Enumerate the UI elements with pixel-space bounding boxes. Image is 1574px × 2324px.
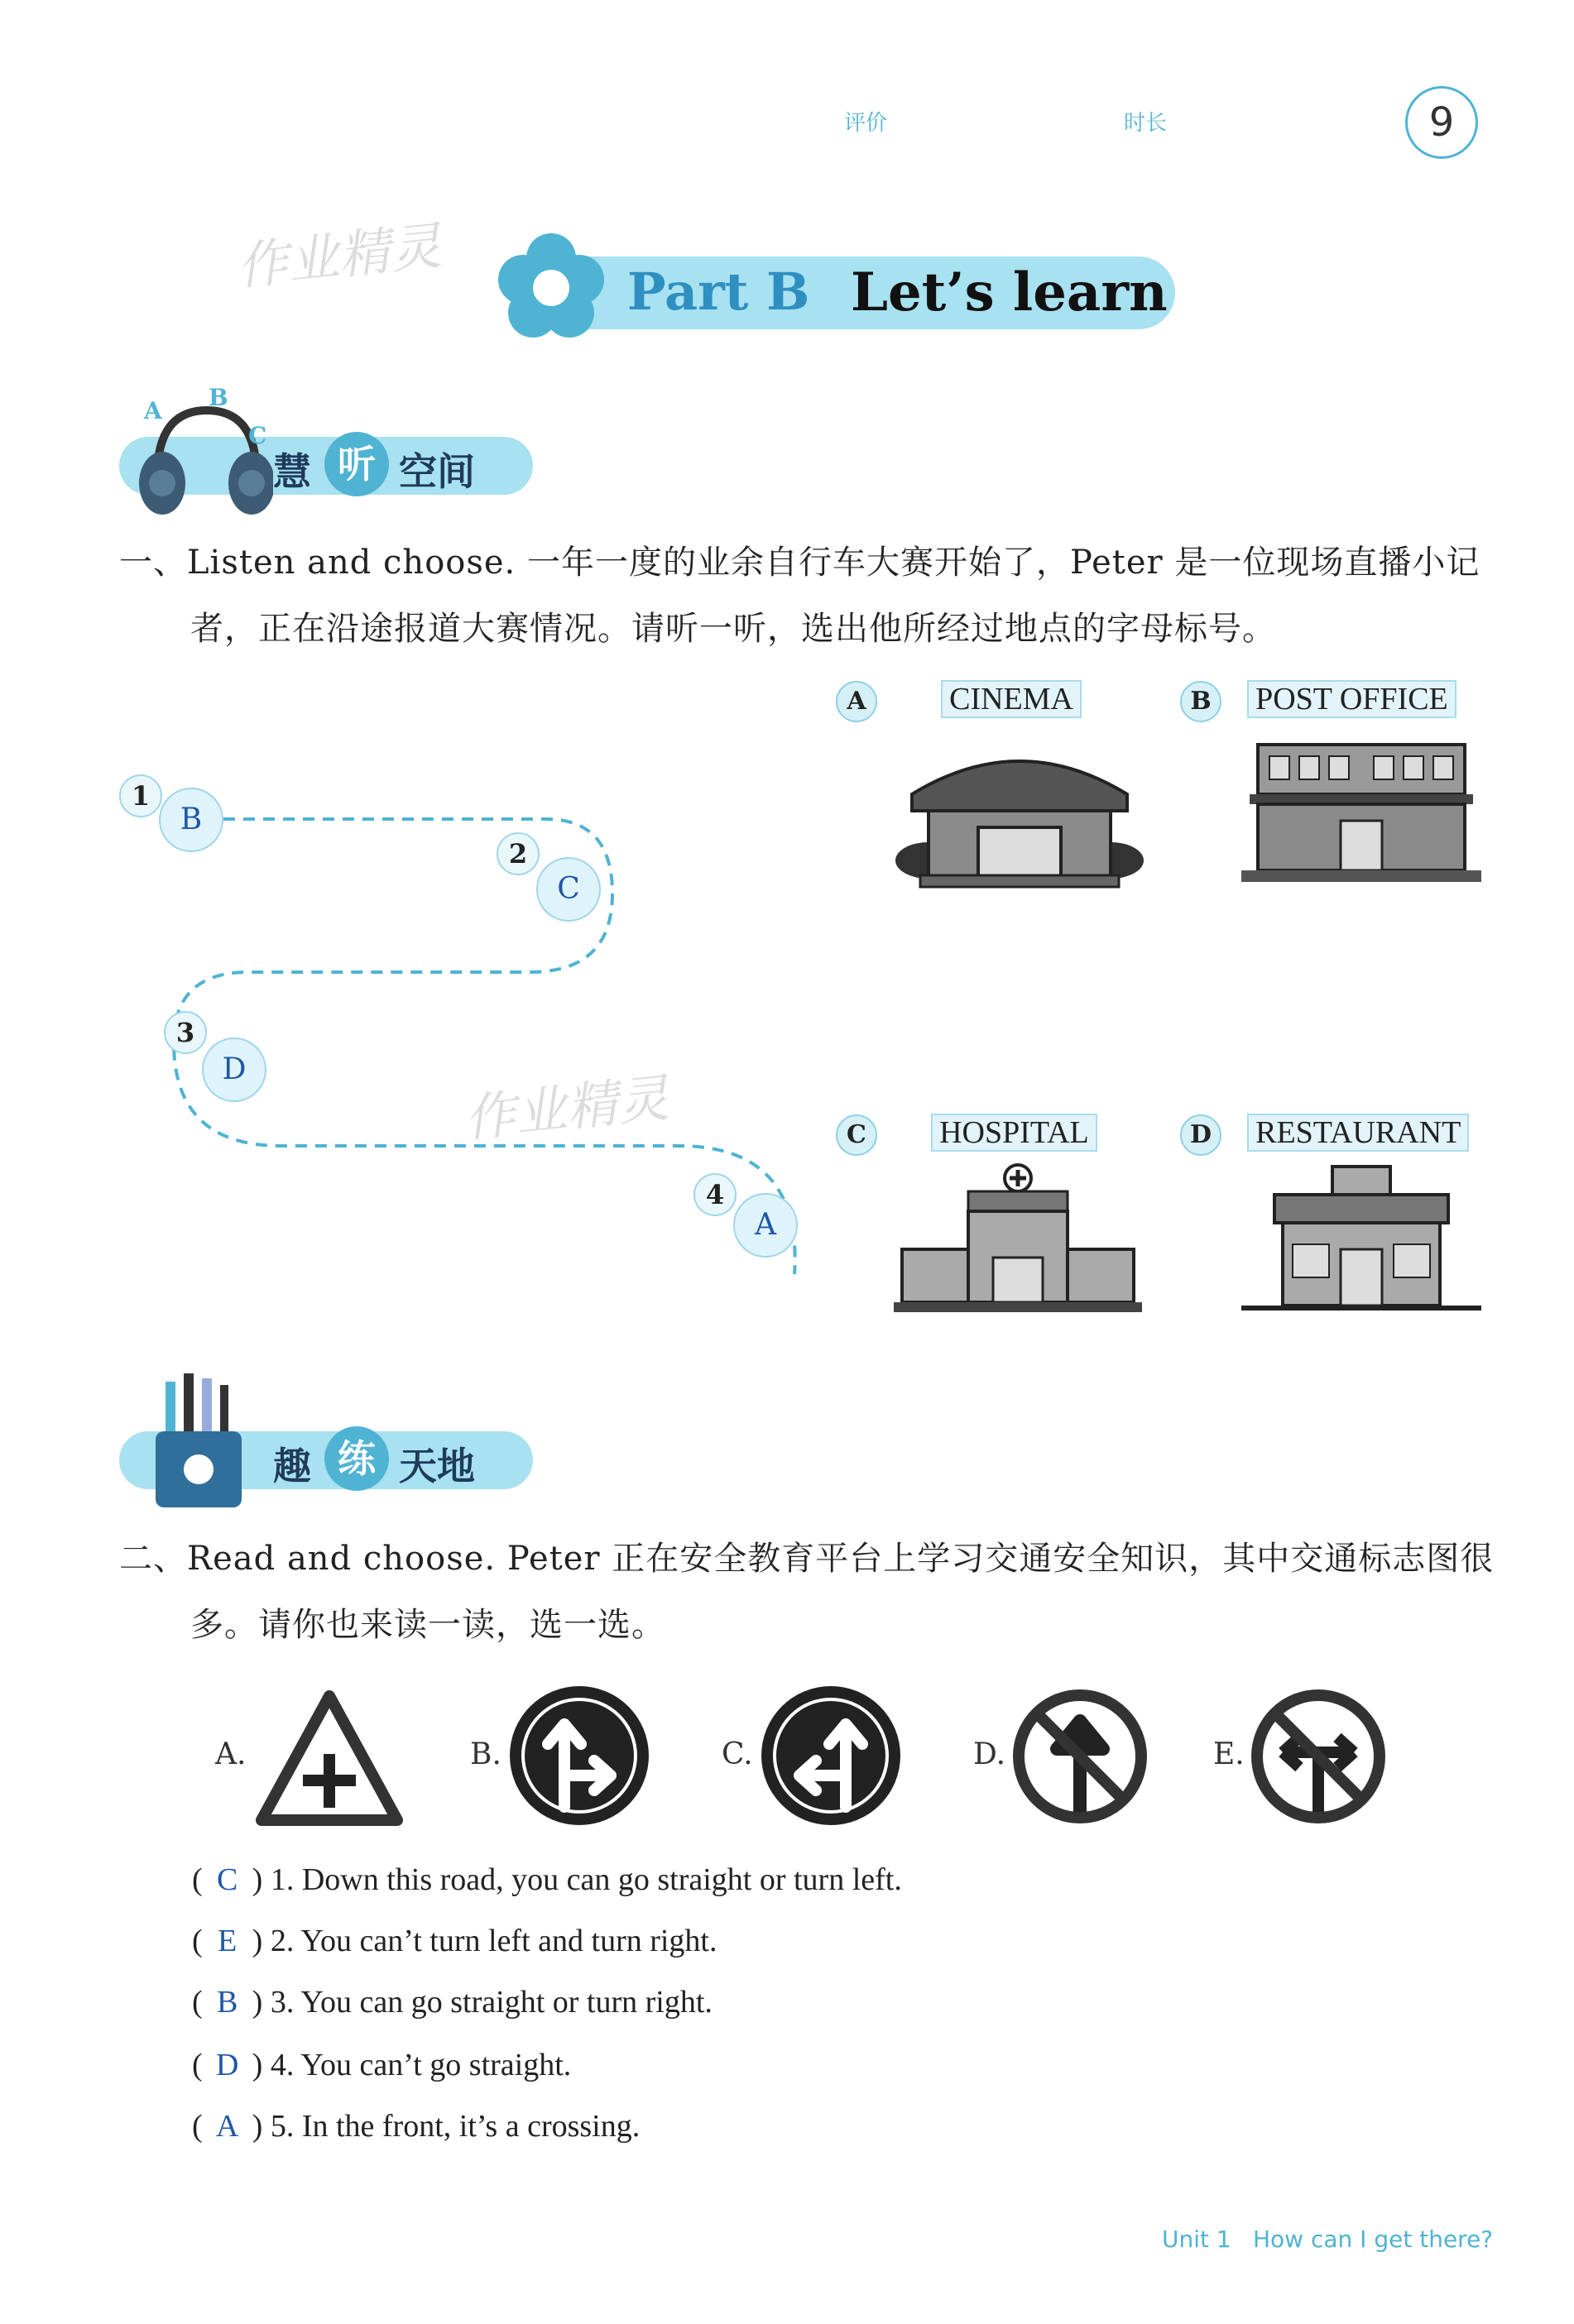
- crossing-warning-sign-icon: [253, 1688, 405, 1828]
- banner-part: Part B: [627, 261, 810, 322]
- place-b-name: POST OFFICE: [1247, 680, 1456, 718]
- post-office-building-icon: [1241, 728, 1481, 894]
- route-answer-4[interactable]: A: [733, 1193, 798, 1258]
- q2-line1: 二、Read and choose. Peter 正在安全教育平台上学习交通安全知识，其中交通标志图很: [119, 1540, 1495, 1578]
- q2-item-2: [192, 1916, 717, 1966]
- route-num-3: 3: [164, 1011, 207, 1054]
- q2-item-5-open: (: [192, 2109, 203, 2144]
- place-c-name: HOSPITAL: [931, 1114, 1097, 1152]
- footer-title: How can I get there?: [1253, 2226, 1494, 2253]
- place-d-name: RESTAURANT: [1247, 1114, 1469, 1152]
- badge-char-1: 慧: [273, 449, 311, 494]
- place-d: [1180, 1112, 1469, 1156]
- sign-e-letter: E.: [1213, 1737, 1245, 1771]
- q2-item-5-text: 5. In the front, it’s a crossing.: [270, 2109, 641, 2144]
- q2-item-1: [192, 1855, 902, 1905]
- straight-or-left-sign-icon: [758, 1683, 904, 1828]
- straight-or-right-sign-icon: [506, 1683, 652, 1828]
- place-b: [1180, 678, 1456, 722]
- sign-b-letter: B.: [470, 1737, 501, 1771]
- route-answer-3[interactable]: D: [202, 1037, 266, 1102]
- q2-item-4-text: 4. You can’t go straight.: [270, 2048, 572, 2082]
- watermark: 作业精灵: [233, 215, 444, 297]
- q2-item-2-open: (: [192, 1924, 203, 1958]
- badge2-char-1: 趣: [273, 1444, 311, 1488]
- q2-item-3-close: ): [252, 1985, 263, 2020]
- cinema-building-icon: [887, 736, 1152, 894]
- restaurant-building-icon: [1241, 1158, 1481, 1324]
- q2-item-4-open: (: [192, 2048, 203, 2082]
- place-a-name: CINEMA: [941, 680, 1082, 718]
- q2-item-1-text: 1. Down this road, you can go straight or turn left.: [270, 1862, 902, 1897]
- q2-item-4: [192, 2040, 571, 2090]
- rating-label: 评价: [844, 111, 888, 136]
- q1-line2: 者，正在沿途报道大赛情况。请听一听，选出他所经过地点的字母标号。: [190, 610, 1276, 648]
- q2-item-3-answer[interactable]: B: [216, 1985, 238, 2020]
- footer-unit: Unit 1: [1162, 2226, 1231, 2253]
- hospital-building-icon: [894, 1158, 1142, 1315]
- place-c: [836, 1112, 1097, 1156]
- badge-letter-a: A: [144, 397, 162, 424]
- q2-item-2-close: ): [252, 1924, 263, 1958]
- q2-item-3-text: 3. You can go straight or turn right.: [270, 1985, 713, 2020]
- no-left-right-turn-sign-icon: [1250, 1688, 1387, 1825]
- q2-item-3: [192, 1977, 713, 2027]
- page-number: 9: [1405, 86, 1478, 159]
- banner-title: Let’s learn: [851, 261, 1168, 323]
- q2-item-1-open: (: [192, 1862, 203, 1897]
- flower-icon: [493, 228, 609, 344]
- q2-item-1-answer[interactable]: C: [216, 1862, 238, 1897]
- route-answer-2[interactable]: C: [536, 857, 601, 922]
- badge2-char-2: 练: [324, 1426, 389, 1491]
- place-a-letter: A: [836, 681, 877, 722]
- q1-line1: 一、Listen and choose. 一年一度的业余自行车大赛开始了，Peter 是一位现场直播小记: [119, 544, 1480, 582]
- q2-item-3-open: (: [192, 1985, 203, 2020]
- no-straight-sign-icon: [1011, 1688, 1149, 1825]
- sign-a-letter: A.: [215, 1737, 247, 1771]
- watermark-center: 作业精灵: [461, 1067, 672, 1149]
- badge-char-2: 听: [324, 432, 389, 496]
- badge2-char-3: 天地: [399, 1444, 475, 1488]
- q2-item-4-answer[interactable]: D: [215, 2048, 239, 2082]
- place-d-letter: D: [1180, 1114, 1221, 1156]
- q2-item-2-answer[interactable]: E: [218, 1924, 238, 1958]
- q2-item-4-close: ): [252, 2048, 263, 2082]
- place-c-letter: C: [836, 1114, 877, 1156]
- place-a: [836, 678, 1082, 722]
- place-b-letter: B: [1180, 681, 1221, 722]
- q2-item-2-text: 2. You can’t turn left and turn right.: [270, 1924, 717, 1958]
- badge-letter-c: C: [248, 422, 267, 449]
- headphones-icon: [132, 386, 273, 526]
- sign-c-letter: C.: [722, 1737, 753, 1771]
- route-num-4: 4: [693, 1173, 737, 1216]
- sign-d-letter: D.: [973, 1737, 1006, 1771]
- badge-letter-b: B: [209, 386, 228, 411]
- badge-char-3: 空间: [399, 449, 475, 494]
- pencil-cup-icon: [149, 1365, 248, 1514]
- duration-label: 时长: [1124, 111, 1168, 136]
- q2-item-5: [192, 2101, 640, 2151]
- q2-item-1-close: ): [252, 1862, 263, 1897]
- route-num-2: 2: [497, 832, 540, 875]
- q2-item-5-close: ): [252, 2109, 263, 2144]
- q2-item-5-answer[interactable]: A: [215, 2109, 239, 2144]
- route-answer-1[interactable]: B: [159, 788, 223, 852]
- q2-line2: 多。请你也来读一读，选一选。: [190, 1606, 665, 1644]
- route-num-1: 1: [119, 774, 162, 817]
